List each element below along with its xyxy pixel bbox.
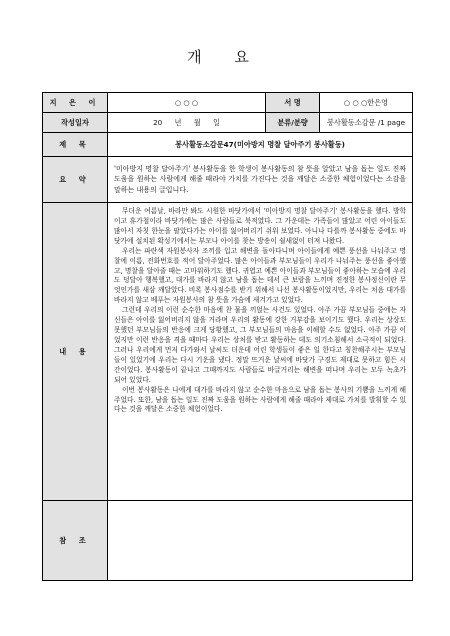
subject-row: [43, 133, 413, 157]
overview-form: [42, 92, 413, 581]
date-value: 20 년 월 일: [108, 113, 266, 133]
book-title-label: 서 명: [266, 93, 320, 113]
content-label: 내 용: [43, 203, 108, 501]
date-row: [43, 113, 413, 133]
subject-value: 봉사활동소감문47(미아방지 명찰 달아주기 봉사활동): [108, 133, 413, 157]
reference-label: 참 조: [43, 501, 108, 581]
category-value: 봉사활동소감문 /1 page: [320, 113, 413, 133]
summary-text: '미아방지 명찰 달아주기' 봉사활동을 한 학생이 봉사활동의 참 뜻을 알았고 남을 돕는 일도 진짜 도움을 원하는 사람에게 해줄 때라야 가치를 가진다는 것을 깨달은 소중한 체험이었다는 소감을 말하는 내용의 글입니다.: [108, 157, 413, 203]
category-label: 분류/분량: [266, 113, 320, 133]
author-label: 지 은 이: [43, 93, 108, 113]
author-row: [43, 93, 413, 113]
reference-row: [43, 501, 413, 581]
reference-body: [108, 501, 413, 581]
content-paragraph: 그런데 우리의 이런 순수한 마음에 찬 물을 끼얹는 사건도 있었다. 아주 가끔 부모님들 중에는 자신들은 아이를 잃어버리지 않을 거라며 우리의 활동에 강한 거부감을 보이기도 했다. 우리는 상상도 못했던 부모님들의 반응에 크게 당황했고, 그 부모님들의 마음을 이해할 수도 없었다. 아주 가끔 이었지만 이런 반응을 격을 때마다 우리는 상처를 받고 활동하는 데도 의기소침해서 소극적이 되었다. 그러나 우리에게 먼저 다가와서 날씨도 더운데 어린 학생들이 좋은 일 한다고 칭찬해주시는 부모님들이 있었기에 우리는 다시 기운을 냈다. 정말 뜨거운 날씨에 바닷가 구경도 제대로 못하고 힘든 시간이었다. 봉사활동이 끝나고 그때까지도 사람들로 바글거리는 해변을 떠나며 우리는 모두 녹초가 되어 있었다.: [114, 306, 407, 384]
content-row: [43, 203, 413, 501]
content-body: [108, 203, 413, 501]
page-title: 개 요: [187, 48, 263, 66]
book-title-value: ○ ○ ○한은영: [320, 93, 413, 113]
date-label: 작성일자: [43, 113, 108, 133]
content-paragraph: 이번 봉사활동은 나에게 대가를 바라지 않고 순수한 마음으로 남을 돕는 봉사의 기쁨을 느끼게 해주었다. 또한, 남을 돕는 일도 진짜 도움을 원하는 사람에게 해줄 때라야 제대로 가치를 발휘할 수 있다는 것을 깨달은 소중한 체험이었다.: [114, 385, 407, 414]
summary-label: 요 약: [43, 157, 108, 203]
content-paragraph: 우리는 파란색 자원봉사자 조끼를 입고 해변을 돌아다니며 아이들에게 예쁜 풍선을 나눠주고 명찰에 이름, 전화번호를 적어 달아주었다. 많은 아이들과 부모님들이 우리가 나눠주는 풍선을 좋아했고, 명찰을 달아줄 때는 고마워하기도 했다. 귀엽고 예쁜 아이들과 부모님들이 좋아하는 모습에 우리도 덩달아 행복했고, 대가를 바라지 않고 남을 돕는 데서 큰 보람을 느끼며 진정한 봉사정신이란 무엇인가를 새삼 깨달았다. 비록 봉사점수를 받기 위해서 나선 봉사활동이었지만, 우리는 처음 대가를 바라지 않고 베푸는 자원봉사의 참 뜻을 가슴에 새겨가고 있었다.: [114, 246, 407, 305]
subject-label: 제 목: [43, 133, 108, 157]
content-paragraph: 무더운 여름날, 바라만 봐도 시원한 바닷가에서 '미아방지 명찰 달아주기' 봉사활동을 했다. 방학이고 휴가철이라 바닷가에는 많은 사람들로 북적였다. 그 가운데는 가족들이 많았고 어린 아이들도 많아서 자칫 한눈을 팔았다가는 아이를 잃어버리기 쉬워 보였다. 아니나 다를까 봉사활동 중에도 바닷가에 설치된 확성기에서는 부모나 아이를 찾는 방송이 쉴새없이 터져 나왔다.: [114, 207, 407, 245]
summary-row: [43, 157, 413, 203]
author-value: ○ ○ ○: [108, 93, 266, 113]
